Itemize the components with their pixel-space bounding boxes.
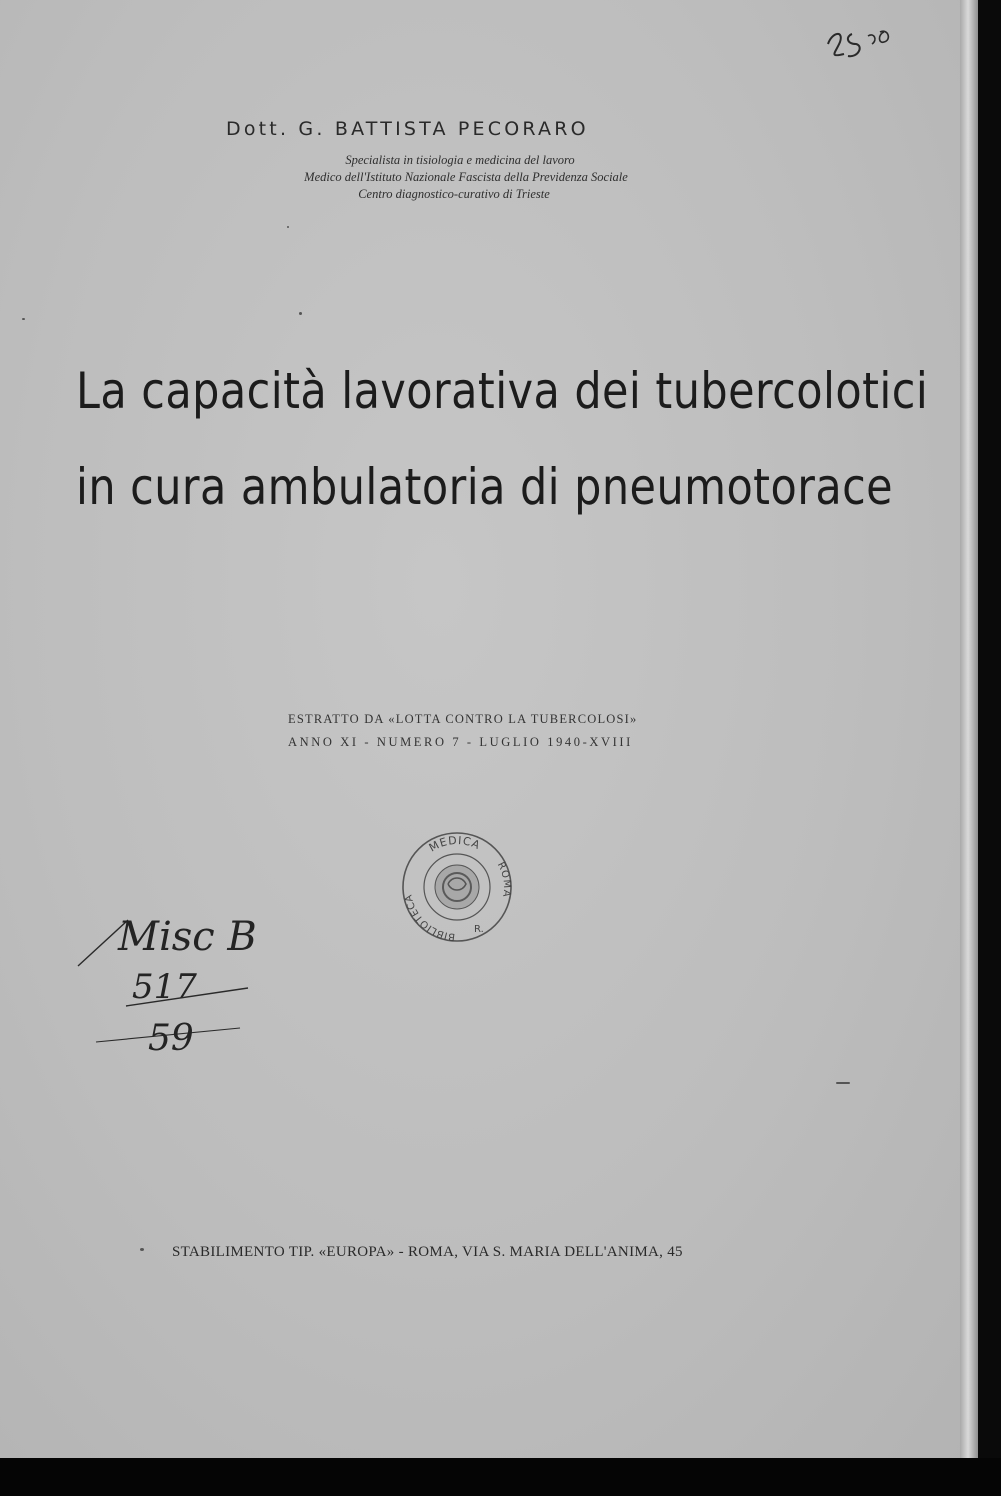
library-stamp (396, 826, 518, 948)
shelfmark-line: 59 (148, 1018, 194, 1059)
extract-source-line: ESTRATTO DA «LOTTA CONTRO LA TUBERCOLOSI» (288, 712, 638, 726)
stamp-text-bottom: R. (474, 924, 484, 935)
author-affiliation-line: Centro diagnostico-curativo di Trieste (358, 187, 550, 201)
extract-issue-line: ANNO XI - NUMERO 7 - LUGLIO 1940-XVIII (288, 735, 633, 749)
paper-speck (299, 312, 302, 315)
stamp-text-top: MEDICA (426, 833, 483, 855)
shelfmark-line: 517 (132, 967, 197, 1007)
shelfmark-line: Misc B (118, 914, 257, 960)
paper-speck (836, 1082, 850, 1084)
svg-text:ROMA (495, 860, 512, 898)
author-name: Dott. G. BATTISTA PECORARO (226, 118, 589, 140)
document-title-line: in cura ambulatoria di pneumotorace (76, 458, 894, 516)
publisher-imprint: STABILIMENTO TIP. «EUROPA» - ROMA, VIA S. MARIA DELL'ANIMA, 45 (172, 1244, 683, 1260)
stamp-text-left: BIBLIOTECA (403, 893, 456, 943)
page-edge (960, 0, 978, 1460)
handwritten-corner-number (822, 14, 902, 64)
stamp-text-right: ROMA (494, 860, 513, 899)
paper-speck (22, 318, 25, 320)
author-affiliation-line: Medico dell'Istituto Nazionale Fascista della Previdenza Sociale (304, 170, 628, 184)
paper-speck (140, 1248, 144, 1251)
handwritten-shelfmark (70, 900, 310, 1080)
document-title-line: La capacità lavorativa dei tubercolotici (76, 362, 929, 420)
scan-border (0, 1458, 1001, 1496)
author-affiliation-line: Specialista in tisiologia e medicina del lavoro (345, 153, 575, 167)
paper-speck (287, 226, 289, 228)
